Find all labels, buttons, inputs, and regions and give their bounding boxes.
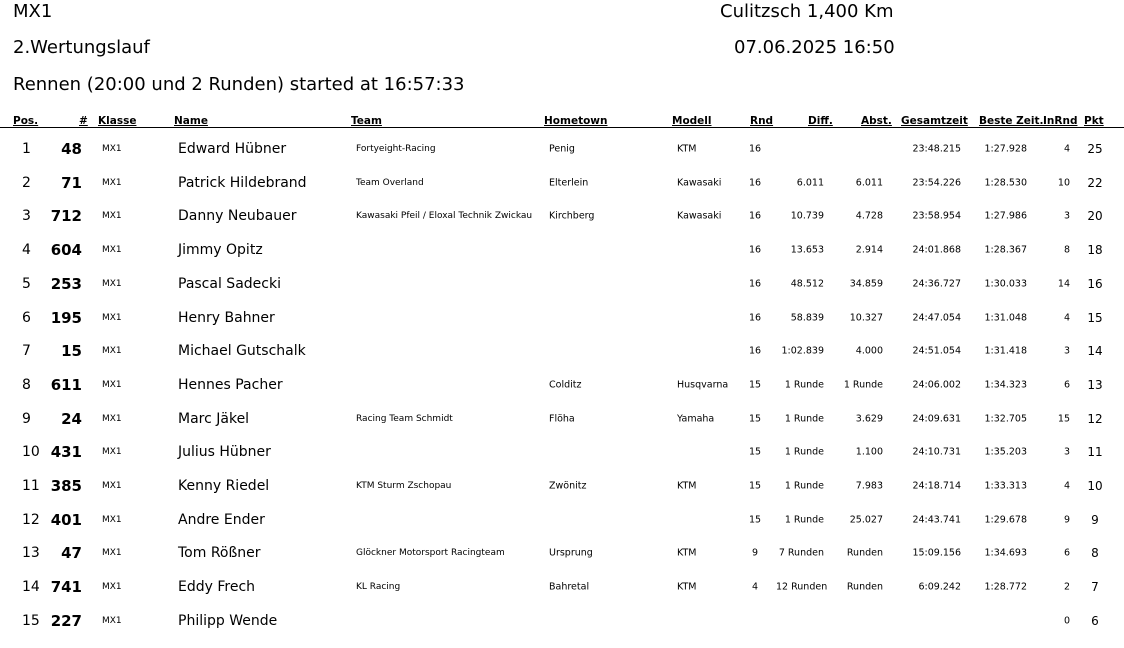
- col-klasse: Klasse: [98, 115, 137, 127]
- position: 12: [22, 511, 40, 528]
- best-lap-round: 2: [1063, 581, 1070, 593]
- col-rnd: Rnd: [750, 115, 774, 127]
- best-lap: 1:34.323: [984, 379, 1027, 391]
- race-datetime: 07.06.2025 16:50: [734, 37, 895, 58]
- team: Glöckner Motorsport Racingteam: [356, 548, 505, 559]
- class: MX1: [102, 379, 122, 390]
- table-row: [0, 166, 1124, 200]
- table-row: [0, 435, 1124, 469]
- model: KTM: [677, 547, 697, 559]
- gap: 25.027: [849, 514, 883, 526]
- rider-name: Eddy Frech: [178, 579, 256, 596]
- table-row: [0, 233, 1124, 267]
- points: 20: [1087, 209, 1103, 224]
- diff: 1 Runde: [784, 480, 824, 492]
- diff: 58.839: [790, 312, 824, 323]
- start-number: 195: [50, 308, 82, 327]
- diff: 13.653: [790, 244, 824, 256]
- class: MX1: [102, 211, 122, 222]
- rider-name: Michael Gutschalk: [178, 343, 306, 360]
- start-number: 385: [50, 477, 82, 495]
- hometown: Elterlein: [549, 177, 589, 189]
- position: 10: [22, 444, 40, 461]
- class: MX1: [102, 144, 122, 154]
- laps: 16: [748, 345, 762, 357]
- rider-name: Kenny Riedel: [178, 478, 270, 494]
- col-pkt: Pkt: [1084, 115, 1104, 127]
- laps: 16: [748, 278, 762, 290]
- hometown: Bahretal: [549, 581, 590, 593]
- header-rule: [0, 127, 1124, 128]
- model: KTM: [677, 143, 697, 155]
- table-row: [0, 132, 1124, 166]
- position: 11: [22, 478, 40, 494]
- class: MX1: [102, 481, 122, 491]
- points: 18: [1087, 243, 1103, 258]
- col-hometown: Hometown: [544, 115, 608, 127]
- diff: 7 Runden: [778, 547, 824, 559]
- points: 12: [1087, 411, 1103, 426]
- track-location: Culitzsch 1,400 Km: [720, 1, 894, 22]
- col-diff: Diff.: [808, 115, 833, 127]
- rider-name: Pascal Sadecki: [178, 275, 281, 292]
- laps: 15: [748, 413, 762, 425]
- rider-name: Marc Jäkel: [178, 410, 250, 427]
- points: 8: [1091, 546, 1099, 561]
- start-number: 71: [61, 173, 82, 192]
- gap: 7.983: [855, 480, 883, 492]
- rider-name: Danny Neubauer: [178, 208, 297, 225]
- start-number: 227: [50, 611, 82, 630]
- class: MX1: [102, 447, 122, 458]
- laps: 16: [748, 177, 762, 189]
- position: 15: [22, 612, 40, 629]
- diff: 1 Runde: [784, 413, 824, 425]
- start-number: 712: [50, 207, 82, 226]
- total-time: 24:47.054: [912, 312, 961, 323]
- table-row: [0, 301, 1124, 335]
- class: MX1: [102, 346, 122, 357]
- points: 16: [1087, 276, 1103, 291]
- table-row: [0, 199, 1124, 233]
- total-time: 24:51.054: [912, 345, 961, 357]
- points: 9: [1091, 512, 1099, 527]
- best-lap-round: 9: [1063, 514, 1070, 526]
- rider-name: Hennes Pacher: [178, 376, 283, 393]
- col-abst: Abst.: [861, 115, 892, 127]
- points: 7: [1091, 580, 1099, 595]
- best-lap: 1:29.678: [984, 514, 1027, 526]
- col-pos: Pos.: [13, 115, 39, 127]
- position: 14: [22, 579, 40, 596]
- start-number: 401: [50, 510, 82, 529]
- start-number: 24: [61, 409, 82, 428]
- best-lap: 1:32.705: [984, 413, 1027, 425]
- rider-name: Patrick Hildebrand: [178, 174, 307, 191]
- class: MX1: [102, 177, 122, 188]
- total-time: 23:58.954: [912, 210, 961, 222]
- start-number: 253: [50, 274, 82, 293]
- position: 1: [22, 141, 31, 157]
- position: 8: [22, 376, 31, 393]
- diff: 10.739: [790, 210, 824, 222]
- gap: 1.100: [855, 446, 883, 458]
- laps: 16: [748, 143, 762, 155]
- team: Fortyeight-Racing: [356, 144, 436, 154]
- rider-name: Edward Hübner: [178, 141, 287, 157]
- start-number: 611: [50, 375, 82, 394]
- hometown: Flöha: [549, 413, 575, 425]
- table-row: [0, 267, 1124, 301]
- class: MX1: [102, 312, 122, 323]
- diff: 1 Runde: [784, 514, 824, 526]
- best-lap: 1:28.530: [984, 177, 1027, 189]
- model: Kawasaki: [677, 177, 722, 189]
- start-number: 47: [61, 544, 82, 563]
- position: 5: [22, 275, 31, 292]
- total-time: 24:36.727: [912, 278, 961, 290]
- best-lap: 1:35.203: [984, 446, 1027, 458]
- gap: Runden: [846, 581, 883, 593]
- best-lap-round: 6: [1063, 547, 1070, 559]
- best-lap: 1:31.048: [984, 312, 1027, 323]
- position: 9: [22, 410, 31, 427]
- table-row: [0, 570, 1124, 604]
- best-lap-round: 3: [1063, 446, 1070, 458]
- race-title: 2.Wertungslauf: [13, 37, 150, 58]
- col-name: Name: [174, 115, 208, 127]
- total-time: 24:09.631: [912, 413, 961, 425]
- points: 25: [1087, 142, 1103, 156]
- col-modell: Modell: [672, 115, 712, 127]
- rider-name: Andre Ender: [178, 511, 265, 528]
- points: 13: [1087, 377, 1103, 392]
- model: KTM: [677, 581, 697, 593]
- table-row: [0, 368, 1124, 402]
- position: 3: [22, 208, 31, 225]
- table-row: [0, 469, 1124, 503]
- position: 6: [22, 309, 31, 326]
- diff: 12 Runden: [776, 581, 828, 593]
- model: KTM: [677, 480, 697, 492]
- table-row: [0, 503, 1124, 537]
- diff: 6.011: [796, 177, 824, 189]
- laps: 15: [748, 480, 762, 492]
- session-info: Rennen (20:00 und 2 Runden) started at 16:57:33: [13, 74, 465, 95]
- gap: 4.000: [855, 345, 883, 357]
- points: 15: [1087, 310, 1103, 325]
- hometown: Colditz: [549, 379, 582, 391]
- team: Kawasaki Pfeil / Eloxal Technik Zwickau: [356, 211, 533, 222]
- total-time: 24:10.731: [912, 446, 961, 458]
- col-beste-zeit: Beste Zeit.: [979, 115, 1044, 127]
- best-lap: 1:31.418: [984, 345, 1027, 357]
- rider-name: Philipp Wende: [178, 612, 278, 629]
- total-time: 24:01.868: [912, 244, 961, 256]
- class: MX1: [102, 615, 122, 626]
- position: 4: [22, 242, 31, 259]
- gap: 2.914: [855, 244, 883, 256]
- best-lap: 1:27.928: [984, 143, 1027, 155]
- class: MX1: [102, 548, 122, 559]
- best-lap-round: 6: [1063, 379, 1070, 391]
- class: MX1: [102, 278, 122, 289]
- best-lap: 1:33.313: [984, 480, 1027, 492]
- table-row: [0, 334, 1124, 368]
- rider-name: Jimmy Opitz: [178, 242, 263, 259]
- points: 22: [1087, 175, 1103, 190]
- laps: 15: [748, 446, 762, 458]
- hometown: Ursprung: [549, 547, 593, 559]
- team: KTM Sturm Zschopau: [356, 481, 452, 491]
- col-inrnd: InRnd: [1043, 115, 1078, 127]
- hometown: Zwönitz: [549, 480, 587, 492]
- laps: 16: [748, 210, 762, 222]
- diff: 48.512: [790, 278, 824, 290]
- laps: 15: [748, 379, 762, 391]
- laps: 9: [751, 547, 759, 559]
- best-lap-round: 4: [1063, 143, 1070, 155]
- points: 14: [1087, 344, 1103, 359]
- best-lap-round: 0: [1063, 615, 1070, 627]
- position: 7: [22, 343, 31, 360]
- points: 6: [1091, 613, 1099, 628]
- class: MX1: [102, 245, 122, 256]
- gap: 34.859: [849, 278, 883, 290]
- start-number: 604: [50, 241, 82, 260]
- model: Husqvarna: [677, 379, 729, 391]
- best-lap-round: 3: [1063, 210, 1070, 222]
- start-number: 431: [50, 443, 82, 462]
- best-lap-round: 15: [1057, 413, 1070, 425]
- total-time: 24:43.741: [912, 514, 961, 526]
- gap: 6.011: [855, 177, 883, 189]
- laps: 4: [751, 581, 759, 593]
- team: Racing Team Schmidt: [356, 413, 453, 424]
- rider-name: Henry Bahner: [178, 309, 275, 326]
- class: MX1: [102, 582, 122, 593]
- total-time: 15:09.156: [912, 547, 961, 559]
- model: Yamaha: [677, 413, 715, 425]
- team: Team Overland: [356, 177, 424, 188]
- table-row: [0, 604, 1124, 638]
- best-lap: 1:30.033: [984, 278, 1027, 290]
- class: MX1: [102, 413, 122, 424]
- position: 2: [22, 174, 31, 191]
- best-lap-round: 4: [1063, 480, 1070, 492]
- start-number: 48: [61, 140, 82, 158]
- gap: 1 Runde: [843, 379, 883, 391]
- best-lap-round: 10: [1057, 177, 1070, 189]
- team: KL Racing: [356, 582, 401, 593]
- best-lap-round: 8: [1063, 244, 1070, 256]
- hometown: Penig: [549, 143, 575, 155]
- gap: Runden: [846, 547, 883, 559]
- hometown: Kirchberg: [549, 210, 595, 222]
- col-gesamtzeit: Gesamtzeit: [901, 115, 968, 127]
- laps: 16: [748, 312, 762, 323]
- best-lap: 1:27.986: [984, 210, 1027, 222]
- laps: 15: [748, 514, 762, 526]
- total-time: 23:48.215: [912, 143, 961, 155]
- best-lap: 1:28.772: [984, 581, 1027, 593]
- gap: 4.728: [855, 210, 883, 222]
- points: 10: [1087, 479, 1103, 493]
- position: 13: [22, 545, 40, 562]
- diff: 1 Runde: [784, 446, 824, 458]
- class-title: MX1: [13, 1, 53, 22]
- points: 11: [1087, 445, 1103, 460]
- col-number: #: [79, 115, 88, 127]
- laps: 16: [748, 244, 762, 256]
- rider-name: Tom Rößner: [178, 545, 261, 562]
- total-time: 23:54.226: [912, 177, 961, 189]
- col-team: Team: [351, 115, 382, 127]
- total-time: 24:06.002: [912, 379, 961, 391]
- rider-name: Julius Hübner: [178, 444, 271, 461]
- model: Kawasaki: [677, 210, 722, 222]
- gap: 10.327: [849, 312, 883, 323]
- diff: 1:02.839: [781, 345, 824, 357]
- total-time: 24:18.714: [912, 480, 961, 492]
- best-lap: 1:28.367: [984, 244, 1027, 256]
- total-time: 6:09.242: [918, 581, 961, 593]
- table-row: [0, 402, 1124, 436]
- best-lap-round: 4: [1063, 312, 1070, 323]
- best-lap: 1:34.693: [984, 547, 1027, 559]
- diff: 1 Runde: [784, 379, 824, 391]
- start-number: 741: [50, 578, 82, 597]
- best-lap-round: 14: [1057, 278, 1070, 290]
- class: MX1: [102, 514, 122, 525]
- start-number: 15: [61, 342, 82, 361]
- best-lap-round: 3: [1063, 345, 1070, 357]
- table-row: [0, 536, 1124, 570]
- gap: 3.629: [855, 413, 883, 425]
